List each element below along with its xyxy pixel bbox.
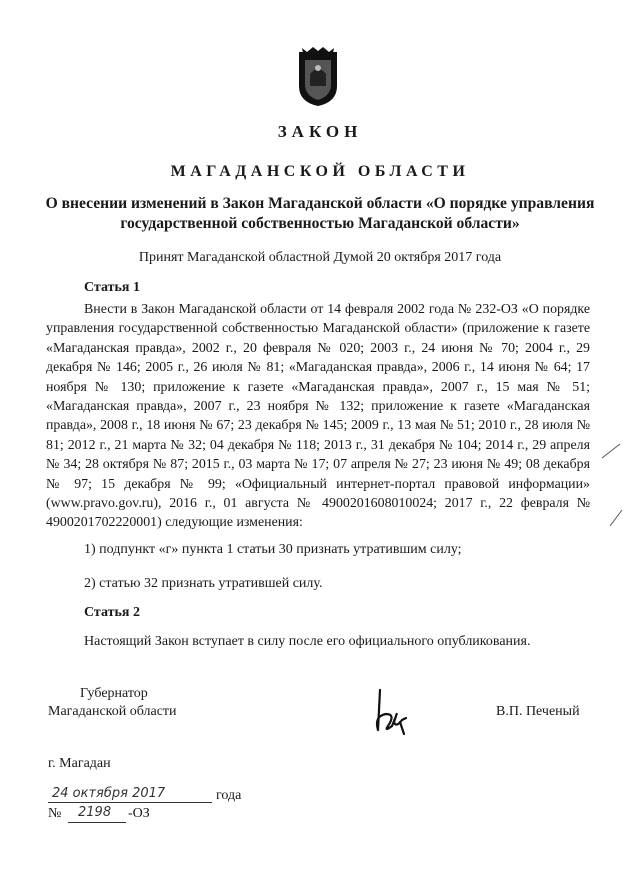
number-suffix: -ОЗ (128, 806, 150, 821)
article-1-text: Внести в Закон Магаданской области от 14 февраля 2002 года № 232-ОЗ «О порядке управления государственной собственностью Магаданской области» (приложение к газете «Магаданская правда», 2002 г., 20 февраля № 020; 2003 г., 24 июня № 70; 2004 г., 29 декабря № 146; 2005 г., 26 июля № 81; «Магаданская правда», 2006 г., 14 июня № 64; 17 ноября № 130; приложение к газете «Магаданская правда», 2007 г., 15 мая № 51; «Магаданская правда», 2007 г., 23 ноября № 132; приложение к газете «Магаданская правда», 2008 г., 18 июня № 67; 23 декабря № 145; 2009 г., 13 мая № 51; 2010 г., 28 июля № 81; 2012 г., 21 марта № 32; 04 декабря № 118; 2013 г., 31 декабря № 104; 2014 г., 29 апреля № 34; 28 октября № 87; 2015 г., 03 марта № 17; 07 апреля № 27; 23 июня № 49; 08 декабря № 97; 15 декабря № 99; «Официальный интернет-портал правовой информации» (www.pravo.gov.ru), 2016 г., 01 августа № 4900201608010024; 2017 г., 22 февраля № 4900201702220001) следующие изменения: (46, 302, 590, 531)
law-subject: О внесении изменений в Закон Магаданской области «О порядке управления государственной собственностью Магаданской области» (45, 195, 595, 232)
region-title: МАГАДАНСКОЙ ОБЛАСТИ (170, 163, 470, 180)
year-suffix: года (216, 788, 242, 803)
date-underline (48, 802, 212, 803)
coat-of-arms-emblem (297, 46, 339, 108)
handwritten-law-number: 2198 (78, 805, 112, 820)
article-1-item-2: 2) статью 32 признать утратившей силу. (84, 576, 323, 591)
law-label: ЗАКОН (277, 122, 363, 141)
number-underline (68, 822, 126, 823)
signatory-title-line-2: Магаданской области (48, 704, 177, 719)
article-1-item-1: 1) подпункт «г» пункта 1 статьи 30 признать утратившим силу; (84, 542, 462, 557)
handwritten-date: 24 октября 2017 (52, 786, 166, 801)
article-2-heading: Статья 2 (84, 605, 140, 620)
article-1-heading: Статья 1 (84, 280, 140, 295)
signatory-title-line-1: Губернатор (80, 686, 148, 701)
margin-marks (598, 430, 628, 530)
signatory-name: В.П. Печеный (496, 704, 580, 719)
adoption-note: Принят Магаданской областной Думой 20 октября 2017 года (138, 250, 502, 265)
city-label: г. Магадан (48, 756, 111, 771)
number-prefix: № (48, 806, 62, 821)
article-2-text: Настоящий Закон вступает в силу после его официального опубликования. (84, 634, 531, 649)
handwritten-signature (366, 686, 414, 742)
